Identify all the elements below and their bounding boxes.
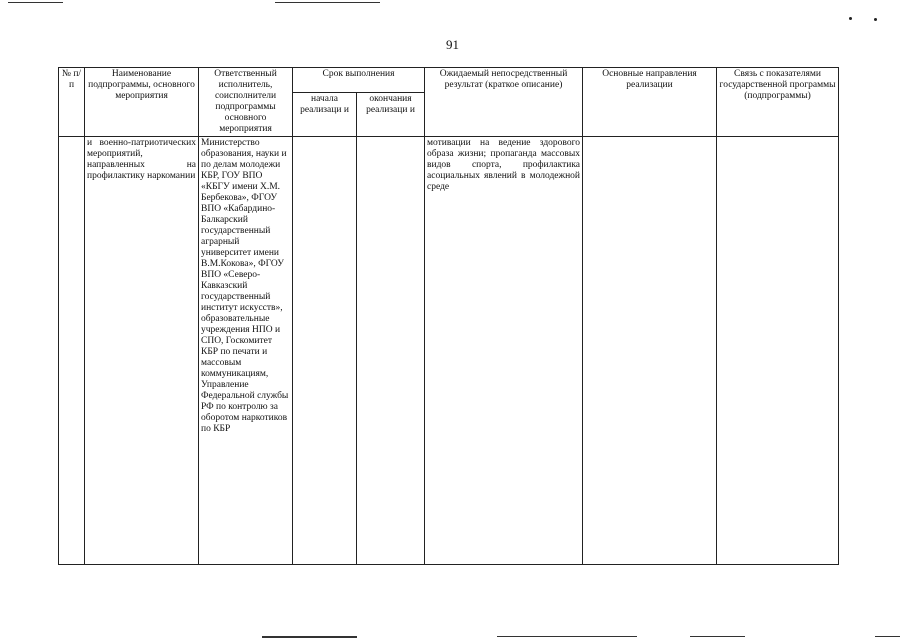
cell-responsible: Министерство образования, науки и по делам молодежи КБР, ГОУ ВПО «КБГУ имени Х.М. Бербекова», ФГОУ ВПО «Кабардино-Балкарский государственный аграрный университет имени В.М.Кокова», ФГОУ ВПО «Северо-Кавказский государственный институт искусств», образовательные учреждения НПО и СПО, Госкомитет КБР по печати и массовым коммуникациям, Управление Федеральной службы РФ по контролю за оборотом наркотиков по КБР [199, 137, 293, 565]
header-link: Связь с показателями государственной программы (подпрограммы) [717, 68, 839, 137]
cell-link [717, 137, 839, 565]
cell-num [59, 137, 85, 565]
cell-end [357, 137, 425, 565]
header-row [59, 68, 839, 93]
table-row [59, 137, 839, 565]
scan-artifact-top-mid [275, 2, 380, 3]
scan-artifact-bottom-1 [262, 636, 357, 638]
cell-name: и военно-патриотических мероприятий, направленных на профилактику наркомании [85, 137, 199, 565]
header-directions: Основные направления реализации [583, 68, 717, 137]
page-number: 91 [446, 37, 459, 52]
cell-start [293, 137, 357, 565]
cell-directions [583, 137, 717, 565]
cell-result: мотивации на ведение здорового образа жизни; пропаганда массовых видов спорта, профилактика асоциальных явлений в молодежной среде [425, 137, 583, 565]
scan-artifact-bottom-2 [497, 636, 637, 637]
header-period: Срок выполнения [293, 68, 425, 93]
scan-artifact-dot [849, 17, 852, 20]
header-name: Наименование подпрограммы, основного мероприятия [85, 68, 199, 137]
scan-artifact-dot [874, 18, 877, 21]
scan-artifact-top-left [8, 2, 63, 3]
scan-artifact-bottom-4 [875, 636, 900, 637]
scan-artifact-bottom-3 [690, 636, 745, 637]
header-result: Ожидаемый непосредственный результат (краткое описание) [425, 68, 583, 137]
header-num: № п/ п [59, 68, 85, 137]
header-start: начала реализаци и [293, 92, 357, 136]
program-table [58, 67, 839, 565]
header-responsible: Ответственный исполнитель, соисполнители подпрограммы основного мероприятия [199, 68, 293, 137]
header-end: окончания реализаци и [357, 92, 425, 136]
